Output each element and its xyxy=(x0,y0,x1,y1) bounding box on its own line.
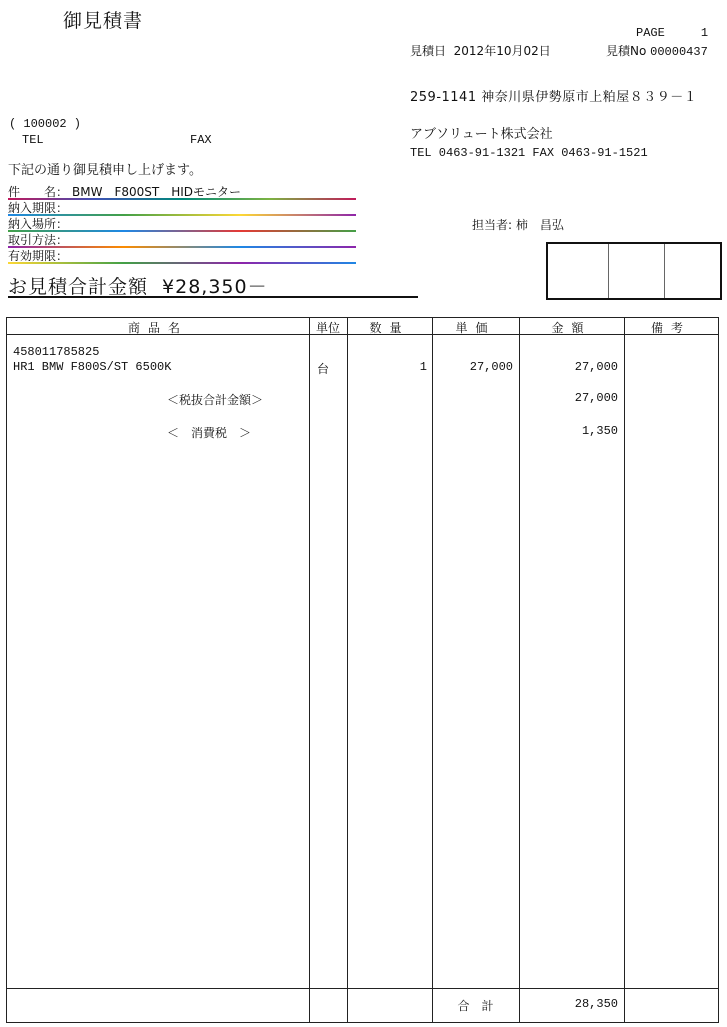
header-unit: 単位 xyxy=(315,321,340,335)
field-label: 取引方法： xyxy=(8,233,69,247)
field-valid-until xyxy=(8,247,356,264)
item-code: 458011785825 xyxy=(13,345,100,359)
tax-amount: 1,350 xyxy=(581,424,618,438)
footer-divider xyxy=(7,988,718,989)
field-delivery-deadline xyxy=(8,199,356,216)
stamp-box xyxy=(608,244,664,298)
total-heading xyxy=(8,272,418,298)
staff-name: 担当者: 柿 昌弘 xyxy=(472,218,564,232)
header-item: 商品名 xyxy=(127,321,188,335)
page-label: PAGE xyxy=(636,26,665,40)
tax-label: ＜ 消費税 ＞ xyxy=(167,426,252,440)
item-qty: 1 xyxy=(419,360,427,374)
header-divider xyxy=(7,334,718,335)
header-price: 単価 xyxy=(455,321,496,335)
document-title: 御見積書 xyxy=(63,11,144,32)
column-divider xyxy=(347,318,348,1022)
field-label: 納入期限： xyxy=(8,201,69,215)
field-payment-method xyxy=(8,231,356,248)
item-unit: 台 xyxy=(317,362,330,376)
customer-fax-label: FAX xyxy=(190,133,212,147)
item-amount: 27,000 xyxy=(574,360,618,374)
quote-table xyxy=(6,317,719,1023)
field-delivery-place xyxy=(8,215,356,232)
column-divider xyxy=(309,318,310,1022)
total-heading-amount: ¥28,350－ xyxy=(162,276,268,298)
customer-tel-label: TEL xyxy=(22,133,44,147)
no-label: 見積No xyxy=(606,44,647,58)
field-subject xyxy=(8,183,356,200)
total-heading-label: お見積合計金額 xyxy=(8,276,149,298)
date-label: 見積日 xyxy=(410,44,447,58)
header-qty: 数量 xyxy=(369,321,410,335)
field-label: 件 名： xyxy=(8,185,69,199)
page-indicator xyxy=(636,26,708,40)
customer-code: ( 100002 ) xyxy=(9,117,82,131)
column-divider xyxy=(624,318,625,1022)
company-address: 259-1141 神奈川県伊勢原市上粕屋８３９－１ xyxy=(410,90,698,105)
header-amount: 金額 xyxy=(551,321,592,335)
field-label: 納入場所： xyxy=(8,217,69,231)
approval-stamp-boxes xyxy=(546,242,722,300)
company-name: アブソリュート株式会社 xyxy=(410,127,553,142)
subtotal-amount: 27,000 xyxy=(574,391,618,405)
field-value: BMW F800ST HIDモニター xyxy=(72,185,242,199)
date-value: 2012年10月02日 xyxy=(453,44,551,58)
header-note: 備考 xyxy=(650,321,691,335)
intro-text: 下記の通り御見積申し上げます。 xyxy=(8,163,202,178)
grand-total-label: 合 計 xyxy=(457,999,494,1013)
field-label: 有効期限： xyxy=(8,249,69,263)
company-tel-fax: TEL 0463-91-1321 FAX 0463-91-1521 xyxy=(410,146,648,160)
stamp-box xyxy=(548,244,608,298)
subtotal-label: ＜税抜合計金額＞ xyxy=(167,393,264,407)
grand-total-amount: 28,350 xyxy=(574,997,618,1011)
column-divider xyxy=(432,318,433,988)
stamp-box xyxy=(664,244,720,298)
item-price: 27,000 xyxy=(469,360,513,374)
item-name: HR1 BMW F800S/ST 6500K xyxy=(13,360,172,374)
quote-number xyxy=(606,42,708,59)
page-number: 1 xyxy=(700,26,709,40)
quote-date xyxy=(410,42,551,59)
no-value: 00000437 xyxy=(650,45,708,59)
